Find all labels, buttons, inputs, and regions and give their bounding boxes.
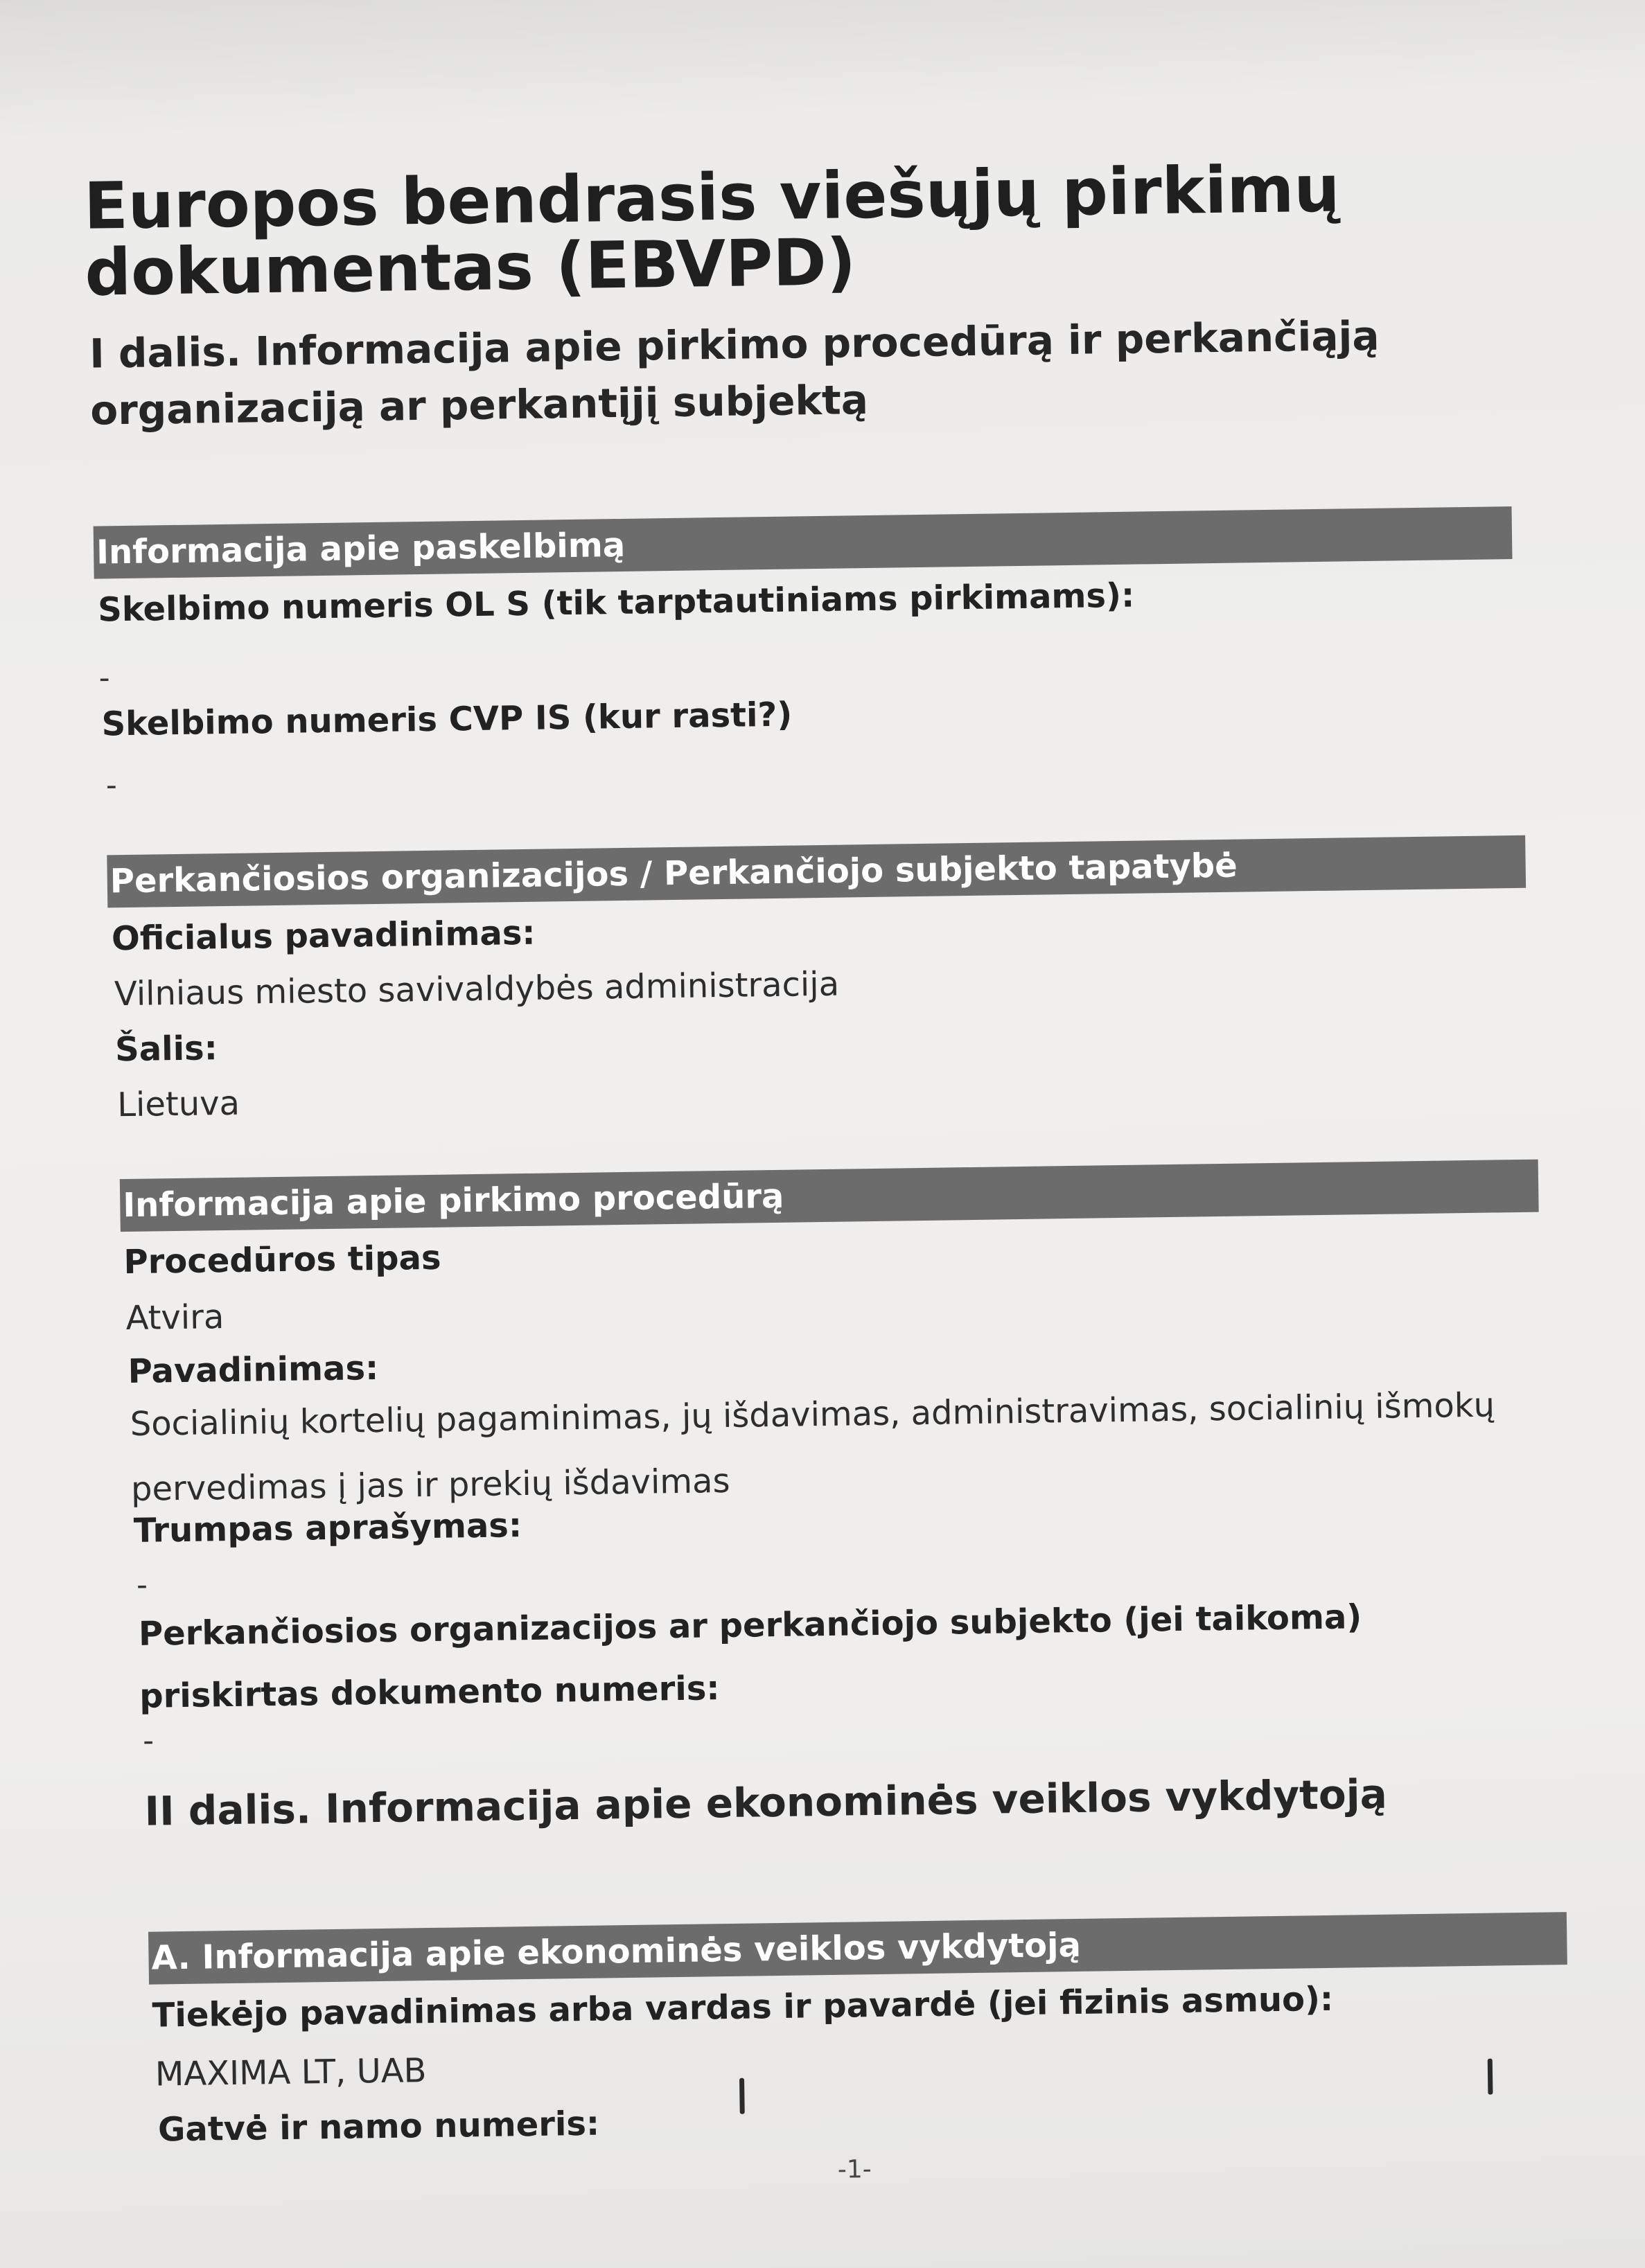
file-reference-label: Perkančiosios organizacijos ar perkančiojo subjekto (jei taikoma) priskirtas dokumento numeris: (138, 1597, 1362, 1716)
ol-s-notice-value: - (98, 660, 110, 696)
procedure-type-value: Atvira (125, 1297, 225, 1338)
pen-mark (739, 2078, 745, 2114)
part-2-heading: II dalis. Informacija apie ekonominės veiklos vykdytoją (144, 1770, 1388, 1835)
cvp-is-notice-value: - (105, 768, 118, 804)
official-name-value: Vilniaus miesto savivaldybės administracija (114, 964, 840, 1014)
street-number-label: Gatvė ir namo numeris: (157, 2104, 600, 2150)
short-description-value: - (136, 1567, 148, 1603)
document-title: Europos bendrasis viešųjų pirkimų dokumentas (EBVPD) (83, 151, 1341, 310)
pen-mark (1488, 2059, 1493, 2095)
official-name-label: Oficialus pavadinimas: (111, 913, 536, 959)
short-description-label: Trumpas aprašymas: (133, 1506, 522, 1550)
section-bar-economic-operator: A. Informacija apie ekonominės veiklos vykdytoją (148, 1912, 1567, 1985)
procedure-name-label: Pavadinimas: (127, 1348, 379, 1392)
supplier-name-value: MAXIMA LT, UAB (155, 2051, 427, 2094)
section-bar-publication: Informacija apie paskelbimą (94, 506, 1513, 579)
cvp-is-notice-label: Skelbimo numeris CVP IS (kur rasti?) (101, 695, 793, 744)
file-reference-value: - (142, 1723, 155, 1759)
procedure-type-label: Procedūros tipas (123, 1238, 441, 1282)
section-bar-procedure: Informacija apie pirkimo procedūrą (120, 1160, 1539, 1232)
procedure-name-value: Socialinių kortelių pagaminimas, jų išdavimas, administravimas, socialinių išmokų pervedimas į jas ir prekių išdavimas (130, 1385, 1495, 1509)
ol-s-notice-label: Skelbimo numeris OL S (tik tarptautiniams pirkimams): (97, 576, 1135, 630)
supplier-name-label: Tiekėjo pavadinimas arba vardas ir pavardė (jei fizinis asmuo): (152, 1979, 1334, 2035)
country-value: Lietuva (116, 1083, 240, 1125)
part-1-heading: I dalis. Informacija apie pirkimo procedūrą ir perkančiąją organizaciją ar perkantįjį subjektą (89, 312, 1380, 434)
country-label: Šalis: (114, 1029, 218, 1070)
page-number: -1- (837, 2155, 872, 2184)
section-bar-identity: Perkančiosios organizacijos / Perkančiojo subjekto tapatybė (107, 835, 1526, 908)
